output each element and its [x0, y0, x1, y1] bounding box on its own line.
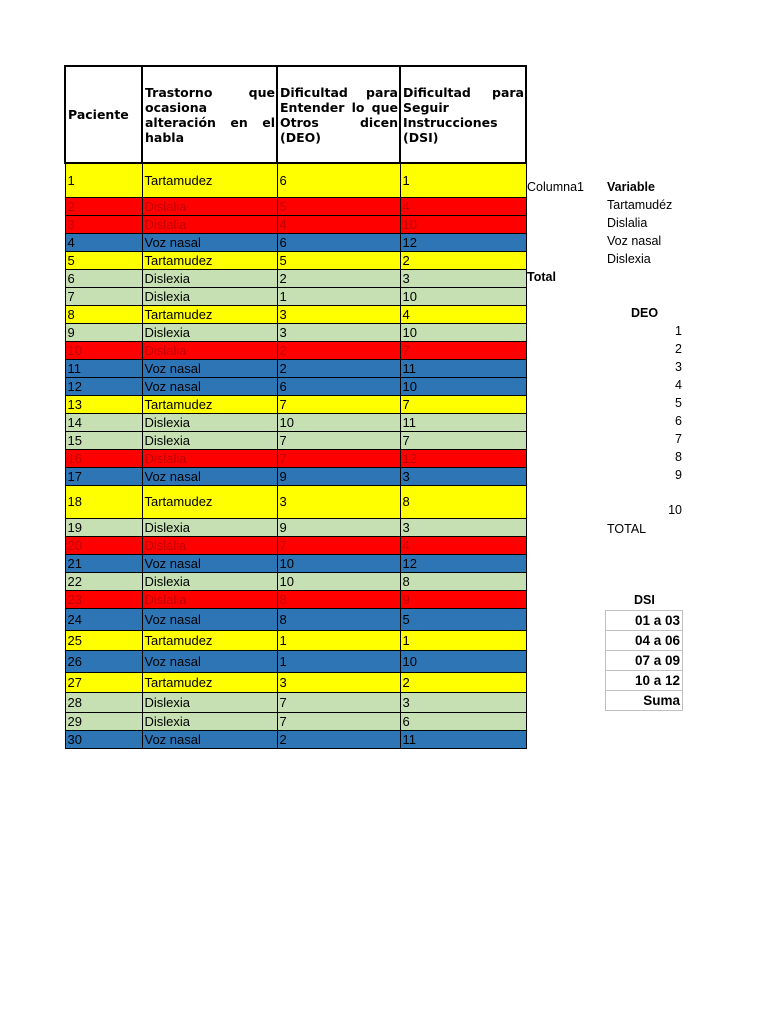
table-row	[65, 608, 526, 630]
cell-paciente[interactable]: 27	[65, 672, 142, 692]
cell-deo[interactable]: 10	[277, 413, 400, 431]
cell-trastorno[interactable]: Dislexia	[142, 269, 277, 287]
table-row	[65, 163, 526, 197]
cell-dsi[interactable]: 12	[400, 554, 526, 572]
cell-paciente[interactable]: 30	[65, 730, 142, 748]
table-row	[65, 395, 526, 413]
cell-trastorno[interactable]: Dislexia	[142, 572, 277, 590]
cell-paciente[interactable]: 5	[65, 251, 142, 269]
table-row	[65, 449, 526, 467]
cell-dsi[interactable]: 10	[400, 323, 526, 341]
table-row	[65, 305, 526, 323]
cell-trastorno[interactable]: Dislalia	[142, 449, 277, 467]
table-row	[65, 485, 526, 518]
cell-paciente[interactable]: 15	[65, 431, 142, 449]
cell-paciente[interactable]: 29	[65, 712, 142, 730]
cell-dsi[interactable]: 4	[400, 536, 526, 554]
cell-deo[interactable]: 7	[277, 536, 400, 554]
cell-dsi[interactable]: 2	[400, 251, 526, 269]
table-row	[65, 197, 526, 215]
cell-paciente[interactable]: 24	[65, 608, 142, 630]
variable-item[interactable]: Voz nasal	[607, 234, 662, 248]
dsi-range-cell[interactable]: 04 a 06	[606, 631, 683, 651]
dsi-range-cell[interactable]: 01 a 03	[606, 611, 683, 631]
cell-trastorno[interactable]: Dislexia	[142, 692, 277, 712]
deo-value[interactable]: 5	[675, 396, 682, 410]
table-row	[65, 323, 526, 341]
cell-dsi[interactable]: 10	[400, 287, 526, 305]
cell-deo[interactable]: 7	[277, 692, 400, 712]
table-row	[65, 630, 526, 650]
cell-paciente[interactable]: 13	[65, 395, 142, 413]
cell-paciente[interactable]: 14	[65, 413, 142, 431]
cell-paciente[interactable]: 3	[65, 215, 142, 233]
cell-paciente[interactable]: 23	[65, 590, 142, 608]
dsi-range-cell[interactable]: 10 a 12	[606, 671, 683, 691]
cell-paciente[interactable]: 12	[65, 377, 142, 395]
cell-trastorno[interactable]: Tartamudez	[142, 630, 277, 650]
cell-dsi[interactable]: 10	[400, 377, 526, 395]
cell-deo[interactable]: 3	[277, 305, 400, 323]
cell-dsi[interactable]: 9	[400, 590, 526, 608]
cell-trastorno[interactable]: Dislexia	[142, 518, 277, 536]
table-row	[65, 377, 526, 395]
cell-deo[interactable]: 4	[277, 215, 400, 233]
cell-paciente[interactable]: 18	[65, 485, 142, 518]
cell-trastorno[interactable]: Dislexia	[142, 287, 277, 305]
cell-trastorno[interactable]: Voz nasal	[142, 554, 277, 572]
deo-value[interactable]: 4	[675, 378, 682, 392]
cell-deo[interactable]: 7	[277, 395, 400, 413]
cell-paciente[interactable]: 11	[65, 359, 142, 377]
cell-dsi[interactable]: 2	[400, 672, 526, 692]
cell-dsi[interactable]: 3	[400, 467, 526, 485]
cell-deo[interactable]: 8	[277, 608, 400, 630]
dsi-ranges-table	[605, 610, 683, 711]
cell-paciente[interactable]: 4	[65, 233, 142, 251]
cell-deo[interactable]: 3	[277, 672, 400, 692]
cell-trastorno[interactable]: Dislexia	[142, 431, 277, 449]
deo-value[interactable]: 7	[675, 432, 682, 446]
deo-value[interactable]: 1	[675, 324, 682, 338]
cell-trastorno[interactable]: Voz nasal	[142, 650, 277, 672]
table-row	[65, 413, 526, 431]
cell-trastorno[interactable]: Voz nasal	[142, 233, 277, 251]
cell-trastorno[interactable]: Voz nasal	[142, 359, 277, 377]
table-row	[65, 341, 526, 359]
cell-paciente[interactable]: 10	[65, 341, 142, 359]
variable-item[interactable]: Dislalia	[607, 216, 648, 230]
header-row	[65, 66, 526, 163]
cell-deo[interactable]: 2	[277, 341, 400, 359]
cell-paciente[interactable]: 16	[65, 449, 142, 467]
cell-paciente[interactable]: 1	[65, 163, 142, 197]
cell-trastorno[interactable]: Dislalia	[142, 215, 277, 233]
variable-label[interactable]: Variable	[607, 180, 655, 194]
cell-paciente[interactable]: 17	[65, 467, 142, 485]
cell-dsi[interactable]: 7	[400, 431, 526, 449]
cell-deo[interactable]: 9	[277, 518, 400, 536]
header-paciente[interactable]: Paciente	[65, 66, 142, 163]
cell-paciente[interactable]: 9	[65, 323, 142, 341]
table-row	[65, 215, 526, 233]
cell-dsi[interactable]: 10	[400, 650, 526, 672]
table-row	[65, 590, 526, 608]
cell-paciente[interactable]: 19	[65, 518, 142, 536]
cell-paciente[interactable]: 7	[65, 287, 142, 305]
cell-paciente[interactable]: 22	[65, 572, 142, 590]
cell-deo[interactable]: 1	[277, 650, 400, 672]
deo-value[interactable]: 10	[668, 503, 682, 517]
table-row	[65, 431, 526, 449]
cell-deo[interactable]: 5	[277, 251, 400, 269]
cell-dsi[interactable]: 3	[400, 269, 526, 287]
dsi-title[interactable]: DSI	[634, 593, 655, 607]
table-row	[65, 233, 526, 251]
table-row	[65, 730, 526, 748]
cell-deo[interactable]: 5	[277, 197, 400, 215]
cell-deo[interactable]: 2	[277, 359, 400, 377]
cell-trastorno[interactable]: Dislalia	[142, 197, 277, 215]
table-row	[65, 650, 526, 672]
variable-item[interactable]: Tartamudéz	[607, 198, 673, 212]
cell-deo[interactable]: 6	[277, 377, 400, 395]
cell-dsi[interactable]: 11	[400, 730, 526, 748]
cell-dsi[interactable]: 7	[400, 395, 526, 413]
table-row	[65, 672, 526, 692]
deo-title[interactable]: DEO	[631, 306, 659, 320]
cell-paciente[interactable]: 2	[65, 197, 142, 215]
cell-dsi[interactable]: 7	[400, 341, 526, 359]
cell-trastorno[interactable]: Dislexia	[142, 413, 277, 431]
dsi-range-cell[interactable]: 07 a 09	[606, 651, 683, 671]
cell-deo[interactable]: 10	[277, 572, 400, 590]
cell-trastorno[interactable]: Tartamudez	[142, 395, 277, 413]
cell-dsi[interactable]: 4	[400, 197, 526, 215]
cell-deo[interactable]: 6	[277, 233, 400, 251]
table-row	[65, 536, 526, 554]
deo-value[interactable]: 9	[675, 468, 682, 482]
cell-paciente[interactable]: 25	[65, 630, 142, 650]
cell-trastorno[interactable]: Dislexia	[142, 712, 277, 730]
cell-trastorno[interactable]: Tartamudez	[142, 163, 277, 197]
cell-deo[interactable]: 1	[277, 287, 400, 305]
cell-trastorno[interactable]: Dislalia	[142, 341, 277, 359]
cell-dsi[interactable]: 3	[400, 692, 526, 712]
cell-deo[interactable]: 6	[277, 163, 400, 197]
cell-trastorno[interactable]: Voz nasal	[142, 467, 277, 485]
cell-dsi[interactable]: 3	[400, 518, 526, 536]
cell-trastorno[interactable]: Dislexia	[142, 323, 277, 341]
deo-total-label[interactable]: TOTAL	[607, 522, 647, 536]
table-row	[65, 269, 526, 287]
cell-trastorno[interactable]: Voz nasal	[142, 608, 277, 630]
patients-table	[64, 65, 527, 749]
cell-dsi[interactable]: 12	[400, 449, 526, 467]
header-dsi[interactable]: Dificultad para Seguir Instrucciones (DSI)	[400, 66, 526, 163]
table-row	[65, 572, 526, 590]
variable-item[interactable]: Dislexia	[607, 252, 651, 266]
cell-deo[interactable]: 2	[277, 730, 400, 748]
cell-deo[interactable]: 9	[277, 467, 400, 485]
cell-deo[interactable]: 3	[277, 323, 400, 341]
columna1-label[interactable]: Columna1	[527, 180, 584, 194]
cell-dsi[interactable]: 1	[400, 163, 526, 197]
cell-trastorno[interactable]: Dislalia	[142, 590, 277, 608]
cell-dsi[interactable]: 5	[400, 608, 526, 630]
cell-deo[interactable]: 10	[277, 554, 400, 572]
cell-dsi[interactable]: 11	[400, 413, 526, 431]
header-deo[interactable]: Dificultad para Entender lo que Otros dicen (DEO)	[277, 66, 400, 163]
header-trastorno[interactable]: Trastorno que ocasiona alteración en el habla	[142, 66, 277, 163]
cell-deo[interactable]: 7	[277, 449, 400, 467]
cell-trastorno[interactable]: Voz nasal	[142, 730, 277, 748]
cell-dsi[interactable]: 10	[400, 215, 526, 233]
cell-deo[interactable]: 3	[277, 485, 400, 518]
cell-trastorno[interactable]: Tartamudez	[142, 305, 277, 323]
cell-paciente[interactable]: 20	[65, 536, 142, 554]
total-label[interactable]: Total	[527, 270, 556, 284]
table-row	[65, 554, 526, 572]
cell-deo[interactable]: 7	[277, 712, 400, 730]
cell-dsi[interactable]: 8	[400, 485, 526, 518]
cell-trastorno[interactable]: Tartamudez	[142, 251, 277, 269]
cell-deo[interactable]: 1	[277, 630, 400, 650]
deo-value[interactable]: 2	[675, 342, 682, 356]
cell-dsi[interactable]: 4	[400, 305, 526, 323]
cell-paciente[interactable]: 8	[65, 305, 142, 323]
cell-paciente[interactable]: 28	[65, 692, 142, 712]
cell-paciente[interactable]: 21	[65, 554, 142, 572]
cell-dsi[interactable]: 11	[400, 359, 526, 377]
cell-dsi[interactable]: 6	[400, 712, 526, 730]
deo-value[interactable]: 8	[675, 450, 682, 464]
table-row	[65, 467, 526, 485]
table-row	[65, 359, 526, 377]
cell-paciente[interactable]: 6	[65, 269, 142, 287]
table-row	[65, 251, 526, 269]
cell-paciente[interactable]: 26	[65, 650, 142, 672]
table-row	[65, 692, 526, 712]
table-row	[65, 518, 526, 536]
cell-dsi[interactable]: 12	[400, 233, 526, 251]
cell-deo[interactable]: 7	[277, 431, 400, 449]
cell-dsi[interactable]: 8	[400, 572, 526, 590]
deo-value[interactable]: 3	[675, 360, 682, 374]
cell-trastorno[interactable]: Tartamudez	[142, 485, 277, 518]
cell-trastorno[interactable]: Tartamudez	[142, 672, 277, 692]
cell-trastorno[interactable]: Dislalia	[142, 536, 277, 554]
table-row	[65, 287, 526, 305]
table-row	[65, 712, 526, 730]
cell-deo[interactable]: 8	[277, 590, 400, 608]
cell-deo[interactable]: 2	[277, 269, 400, 287]
deo-value[interactable]: 6	[675, 414, 682, 428]
cell-trastorno[interactable]: Voz nasal	[142, 377, 277, 395]
dsi-sum-cell[interactable]: Suma	[606, 691, 683, 711]
cell-dsi[interactable]: 1	[400, 630, 526, 650]
